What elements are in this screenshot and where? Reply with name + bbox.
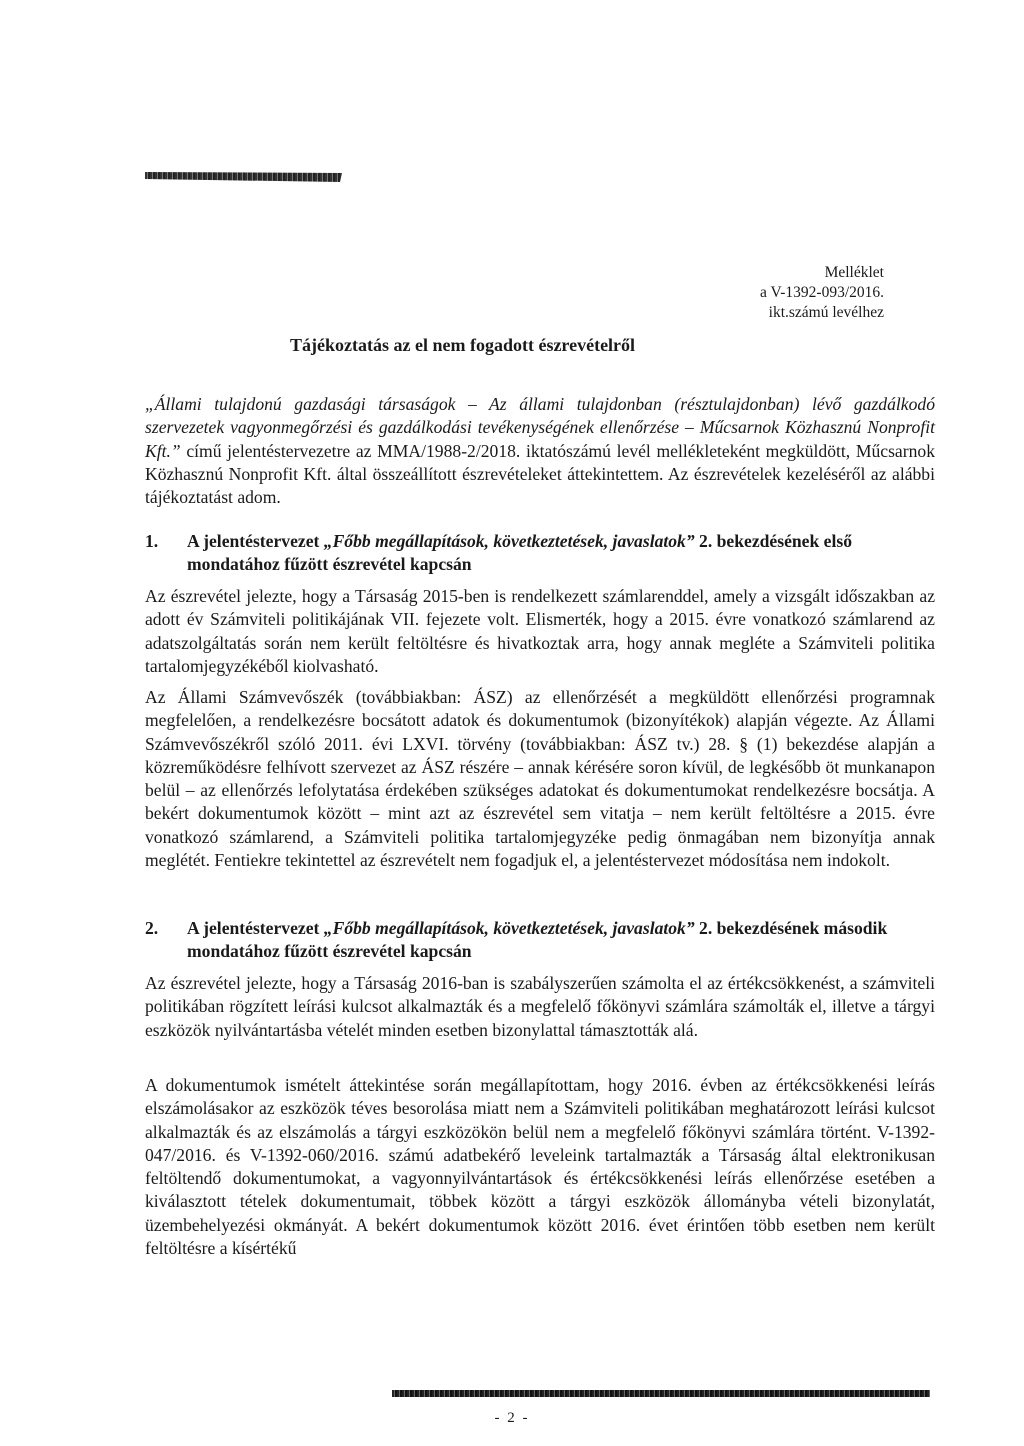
annex-line-2: a V-1392-093/2016. [760, 284, 884, 301]
annex-line-3: ikt.számú levélhez [768, 304, 884, 321]
section-2-heading [145, 917, 935, 964]
footer-rule [392, 1390, 930, 1397]
section-2-paragraph-2: A dokumentumok ismételt áttekintése során megállapítottam, hogy 2016. évben az értékcsökkenési leírás elszámolásakor az eszközök téves besorolása miatt nem a Számviteli politikában meghatározott leírási kulcsot alkalmazták és az elszámolás a tárgyi eszközökön belül nem a megfelelő főkönyvi számlára történt. V-1392-047/2016. és V-1392-060/2016. számú adatbekérő leveleink tartalmazták a Társaság által elektronikusan feltöltendő dokumentumokat, a vagyonnyilvántartások és értékcsökkenési leírás ellenőrzése esetében a kiválasztott tételek dokumentumait, többek között a tárgyi eszközök állományba vételi bizonylatát, üzembehelyezési okmányát. A bekért dokumentumok között 2016. évet érintően több esetben nem került feltöltésre a kísértékű [145, 1075, 935, 1259]
intro-italic: „Állami tulajdonú gazdasági társaságok – Az állami tulajdonban (résztulajdonban) lévő gazdálkodó szervezetek vagyonmegőrzési és gazdálkodási tevékenységének ellenőrzése – Műcsarnok Közhasznú Nonprofit Kft.” [145, 394, 935, 461]
intro-regular: című jelentéstervezetre az MMA/1988-2/2018. iktatószámú levél mellékleteként megküldött, Műcsarnok Közhasznú Nonprofit Kft. által összeállított észrevételeket áttekintettem. Az észrevételek kezeléséről az alábbi tájékoztatást adom. [145, 440, 935, 508]
section-1-number: 1. [145, 531, 159, 551]
section-2-paragraph-1: Az észrevétel jelezte, hogy a Társaság 2016-ban is szabályszerűen számolta el az értékcsökkenést, a számviteli politikában rögzített leírási kulcsot alkalmazták és a megfelelő főkönyvi számlára számolták el, illetve a tárgyi eszközök nyilvántartásba vételét minden esetben bizonylattal támasztották alá. [145, 973, 935, 1040]
section-2-head-post: 2. bekezdésének második mondatához fűzött észrevétel kapcsán [187, 918, 888, 962]
redaction-bar [145, 172, 342, 182]
page-number: - 2 - [494, 1410, 530, 1426]
section-2-head-pre: A jelentéstervezet [187, 918, 324, 938]
section-2-head-italic: „Főbb megállapítások, következtetések, javaslatok” [323, 918, 695, 938]
annex-reference [760, 263, 884, 323]
section-1-head-post: 2. bekezdésének első mondatához fűzött észrevétel kapcsán [187, 531, 853, 575]
section-1-head-italic: „Főbb megállapítások, következtetések, javaslatok” [323, 531, 695, 551]
document-title: Tájékoztatás az el nem fogadott észrevételről [290, 335, 636, 355]
section-2-number: 2. [145, 918, 159, 938]
section-1-head-pre: A jelentéstervezet [187, 531, 324, 551]
annex-line-1: Melléklet [824, 264, 884, 281]
section-1-heading [145, 530, 935, 577]
section-1-paragraph-2: Az Állami Számvevőszék (továbbiakban: ÁSZ) az ellenőrzését a megküldött ellenőrzési programnak megfelelően, a rendelkezésre bocsátott adatok és dokumentumok (bizonyítékok) alapján végezte. Az Állami Számvevőszékről szóló 2011. évi LXVI. törvény (továbbiakban: ÁSZ tv.) 28. § (1) bekezdése alapján a közreműködésre felhívott szervezet az ÁSZ részére – annak kérésére soron kívül, de legkésőbb öt munkanapon belül – az ellenőrzés lefolytatása érdekében szükséges adatokat és dokumentumokat rendelkezésre bocsátja. A bekért dokumentumok között – mint azt az észrevétel sem vitatja – nem került feltöltésre a 2015. évre vonatkozó számlarend, a Számviteli politika tartalomjegyzéke pedig önmagában nem bizonyítja annak meglétét. Fentiekre tekintettel az észrevételt nem fogadjuk el, a jelentéstervezet módosítása nem indokolt. [145, 687, 935, 871]
intro-paragraph [145, 393, 935, 509]
section-1-paragraph-1: Az észrevétel jelezte, hogy a Társaság 2015-ben is rendelkezett számlarenddel, amely a vizsgált időszakban az adott év Számviteli politikájának VII. fejezete volt. Elismerték, hogy a 2015. évre vonatkozó számlarend az adatszolgáltatás során nem került feltöltésre és hivatkoztak arra, hogy annak megléte a Számviteli politika tartalomjegyzékéből kiolvasható. [145, 586, 935, 676]
